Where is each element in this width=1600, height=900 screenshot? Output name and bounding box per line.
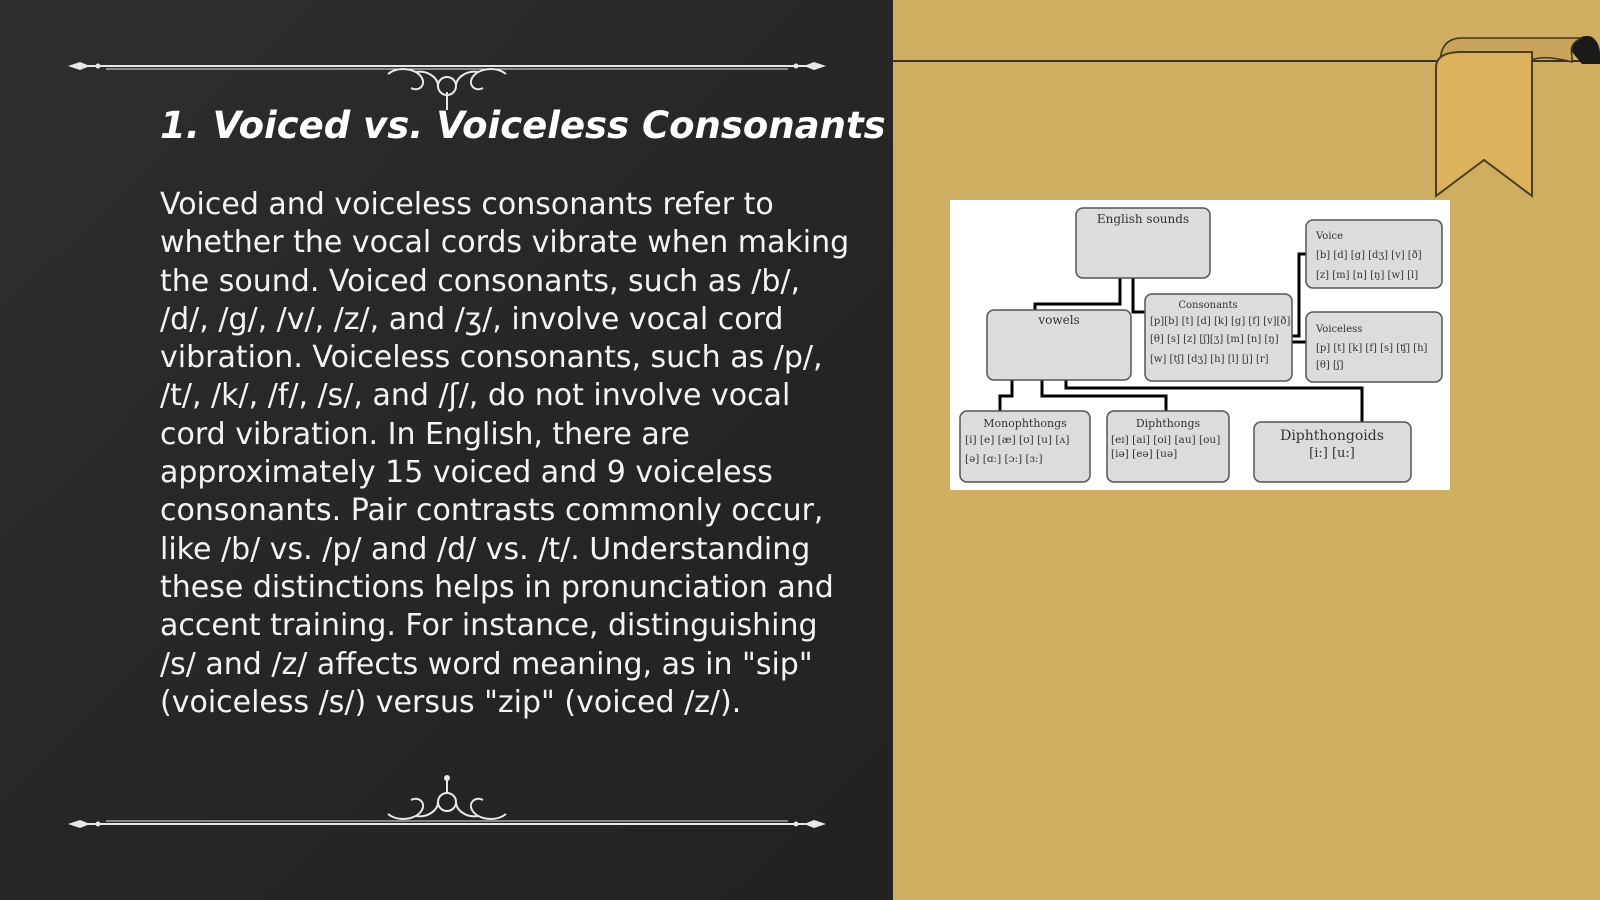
monophthongs-line-2: [ə] [ɑ:] [ɔ:] [ɜ:] [965, 453, 1043, 465]
voice-line-2: [z] [m] [n] [ŋ] [w] [l] [1316, 270, 1419, 281]
voiceless-line-1: [p] [t] [k] [f] [s] [ʧ] [h] [1316, 343, 1428, 354]
voice-line-1: [b] [d] [g] [dʒ] [v] [ð] [1316, 250, 1422, 261]
diphthongoids-label: Diphthongoids [1280, 428, 1384, 444]
diphthongs-label: Diphthongs [1135, 417, 1201, 430]
consonants-line-2: [θ] [s] [z] [ʃ][ʒ] [m] [n] [ŋ] [1150, 334, 1279, 345]
english-sounds-diagram [950, 200, 1450, 490]
slide-title: 1. Voiced vs. Voiceless Consonants [160, 104, 886, 147]
vowels-label: vowels [1038, 313, 1080, 327]
voiceless-label: Voiceless [1316, 324, 1363, 335]
consonants-label: Consonants [1178, 300, 1238, 311]
diphthongs-line-2: [iə] [eə] [uə] [1111, 448, 1178, 460]
english-sounds-label: English sounds [1096, 212, 1190, 226]
slide-body-text: Voiced and voiceless consonants refer to whether the vocal cords vibrate when making the sound. Voiced consonants, such as /b/, /d/, /g/, /v/, /z/, and /ʒ/, involve vocal cord vibration. Voiceless consonants, such as /p/, /t/, /k/, /f/, /s/, and /ʃ/, do not involve vocal cord vibration. In English, there are approximately 15 voiced and 9 voiceless consonants. Pair contrasts commonly occur, like /b/ vs. /p/ and /d/ vs. /t/. Understanding these distinctions helps in pronunciation and accent training. For instance, distinguishing /s/ and /z/ affects word meaning, as in "sip" (voiceless /s/) versus "zip" (voiced /z/). [160, 187, 850, 720]
diphthongoids-line-1: [i:] [u:] [1309, 446, 1355, 461]
monophthongs-label: Monophthongs [983, 417, 1067, 430]
bottom-ornament [66, 774, 828, 834]
top-ornament [66, 52, 828, 112]
voiceless-line-2: [θ] [ʃ] [1316, 360, 1344, 371]
diphthongs-line-1: [eɪ] [ai] [oi] [au] [ou] [1111, 434, 1221, 446]
bookmark-ribbon-icon [1432, 34, 1600, 204]
consonants-line-1: [p][b] [t] [d] [k] [g] [f] [v][ð] [1150, 316, 1291, 327]
monophthongs-line-1: [i] [e] [æ] [ʊ] [u] [ʌ] [965, 434, 1070, 446]
voice-label: Voice [1316, 231, 1344, 242]
consonants-line-3: [w] [tʃ] [dʒ] [h] [l] [j] [r] [1150, 354, 1269, 365]
